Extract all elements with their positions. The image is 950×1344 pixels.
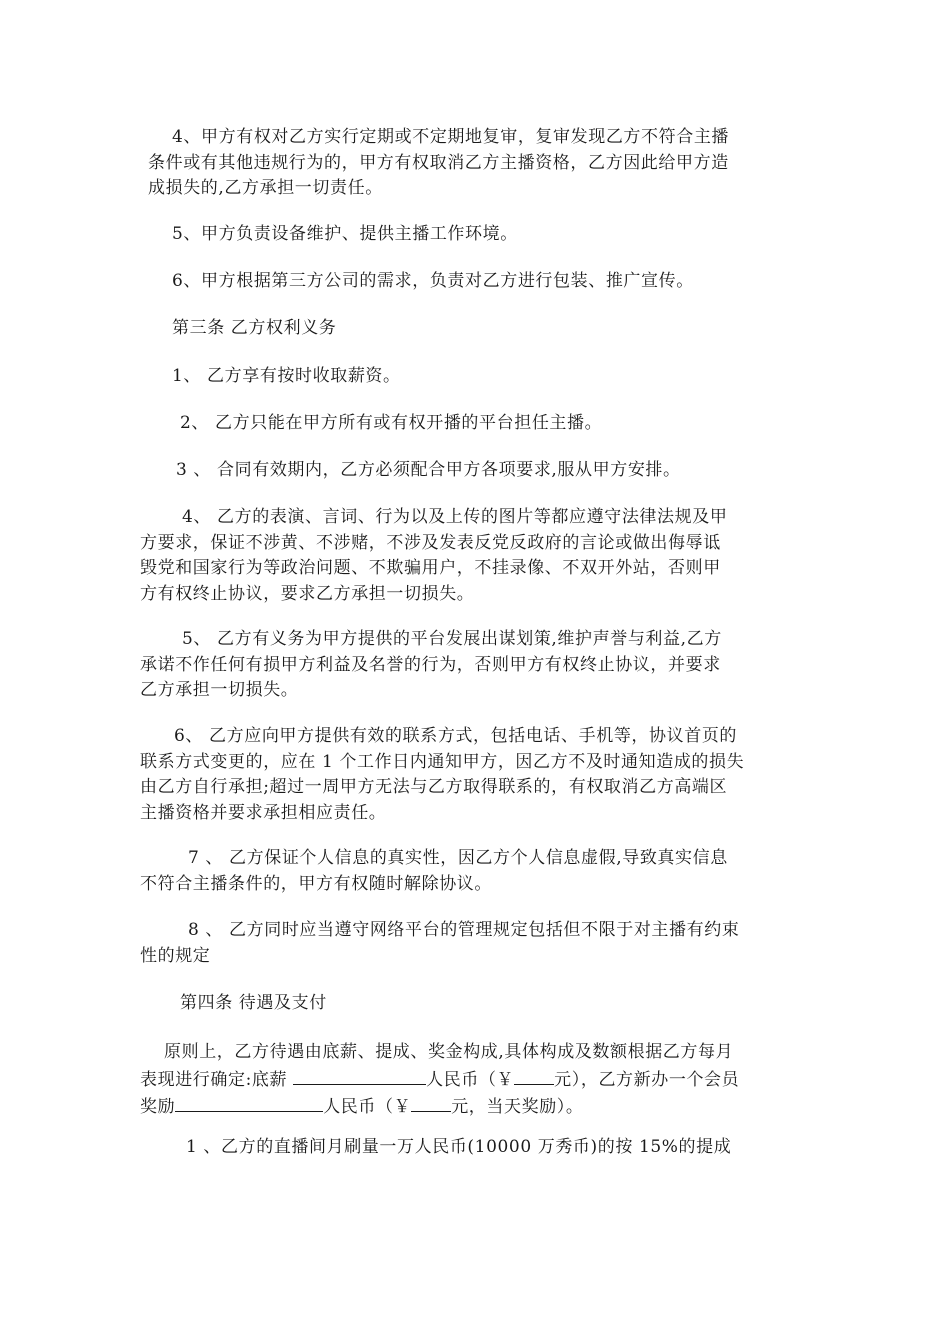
text-line: 性的规定 — [140, 945, 211, 966]
paragraph-item-5 — [172, 222, 832, 248]
text-line: 5、甲方负责设备维护、提供主播工作环境。 — [172, 224, 518, 244]
article-4-heading: 第四条 待遇及支付 — [180, 993, 327, 1013]
text-line: 不符合主播条件的，甲方有权随时解除协议。 — [140, 873, 492, 894]
text-line: 1 、乙方的直播间月刷量一万人民币(10000 万秀币)的按 15%的提成 — [186, 1137, 732, 1157]
text-line: 原则上，乙方待遇由底薪、提成、奖金构成,具体构成及数额根据乙方每月 — [164, 1042, 734, 1062]
text-fragment: 元，当天奖励）。 — [451, 1097, 584, 1117]
text-fragment: 表现进行确定:底薪 — [140, 1069, 294, 1090]
text-fragment: 人民币（￥ — [323, 1097, 412, 1117]
member-bonus-blank — [175, 1093, 323, 1112]
text-line: 6、甲方根据第三方公司的需求，负责对乙方进行包装、推广宣传。 — [172, 271, 694, 291]
base-salary-amount-blank — [514, 1066, 554, 1085]
article-3-item-5 — [140, 627, 820, 704]
paragraph-item-4 — [148, 125, 828, 202]
text-fragment: 人民币（￥ — [426, 1069, 515, 1090]
text-line: 主播资格并要求承担相应责任。 — [140, 802, 387, 823]
text-line: 方有权终止协议，要求乙方承担一切损失。 — [140, 583, 475, 604]
article-3-item-8 — [140, 918, 820, 969]
text-line: 乙方承担一切损失。 — [140, 680, 299, 700]
article-3-item-7 — [140, 846, 820, 897]
text-line — [140, 1066, 820, 1094]
text-line: 4、甲方有权对乙方实行定期或不定期地复审，复审发现乙方不符合主播 — [172, 127, 730, 147]
article-3-item-1 — [172, 364, 832, 390]
text-line: 由乙方自行承担;超过一周甲方无法与乙方取得联系的，有权取消乙方高端区 — [140, 777, 728, 797]
article-3-item-4 — [140, 505, 820, 607]
text-line: 3 、 合同有效期内，乙方必须配合甲方各项要求,服从甲方安排。 — [176, 460, 681, 480]
member-bonus-amount-blank — [411, 1093, 451, 1112]
text-line: 2、 乙方只能在甲方所有或有权开播的平台担任主播。 — [180, 413, 603, 433]
text-line: 8 、 乙方同时应当遵守网络平台的管理规定包括但不限于对主播有约束 — [188, 920, 740, 940]
text-line: 7 、 乙方保证个人信息的真实性，因乙方个人信息虚假,导致真实信息 — [188, 848, 728, 868]
text-line: 联系方式变更的，应在 1 个工作日内通知甲方，因乙方不及时通知造成的损失 — [140, 751, 745, 772]
text-line: 6、 乙方应向甲方提供有效的联系方式，包括电话、手机等，协议首页的 — [174, 726, 738, 746]
article-3-item-2 — [180, 411, 840, 437]
article-3-heading: 第三条 乙方权利义务 — [172, 318, 337, 338]
text-line: 条件或有其他违规行为的，甲方有权取消乙方主播资格，乙方因此给甲方造 — [148, 152, 729, 173]
text-line: 方要求，保证不涉黄、不涉赌，不涉及发表反党反政府的言论或做出侮辱诋 — [140, 532, 721, 553]
text-line: 5、 乙方有义务为甲方提供的平台发展出谋划策,维护声誉与利益,乙方 — [182, 629, 722, 649]
paragraph-item-6 — [172, 269, 832, 295]
article-3-item-3 — [176, 458, 836, 484]
text-line: 毁党和国家行为等政治问题、不欺骗用户，不挂录像、不双开外站，否则甲 — [140, 558, 721, 578]
text-fragment: 元），乙方新办一个会员 — [554, 1069, 740, 1090]
text-fragment: 奖励 — [140, 1097, 176, 1117]
article-3-item-6 — [140, 724, 820, 826]
article-4-paragraph — [140, 1040, 820, 1121]
text-line: 成损失的,乙方承担一切责任。 — [148, 178, 383, 198]
text-line — [140, 1093, 820, 1121]
article-4-item-1 — [186, 1135, 846, 1161]
base-salary-blank — [293, 1066, 426, 1085]
text-line: 1、 乙方享有按时收取薪资。 — [172, 366, 401, 386]
text-line: 4、 乙方的表演、言词、行为以及上传的图片等都应遵守法律法规及甲 — [182, 507, 728, 527]
text-line: 承诺不作任何有损甲方利益及名誉的行为，否则甲方有权终止协议，并要求 — [140, 654, 721, 675]
